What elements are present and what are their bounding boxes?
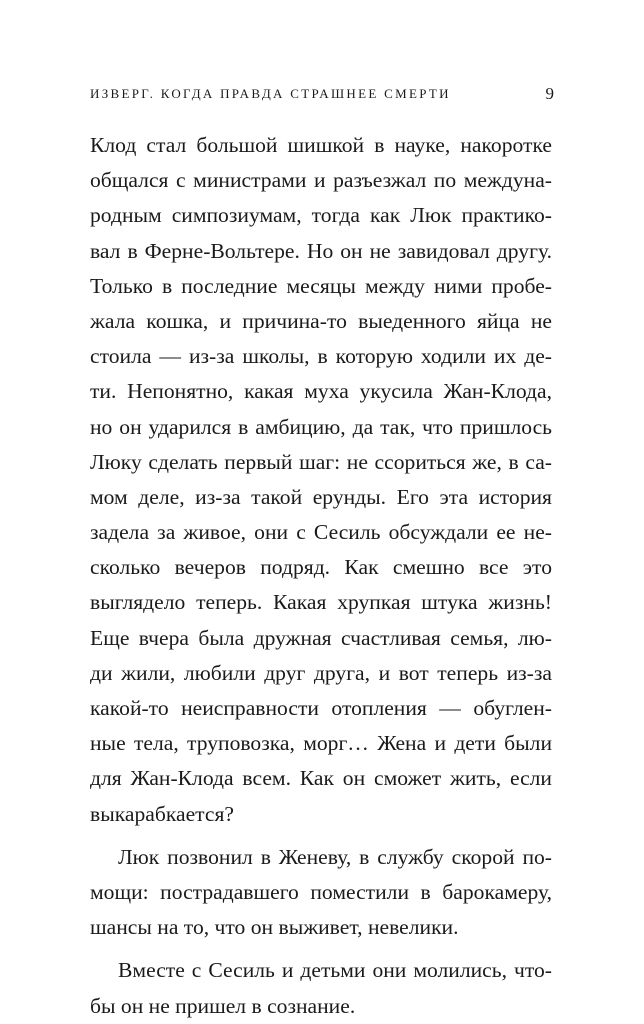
text-line: для Жан-Клода всем. Как он сможет жить, если bbox=[90, 766, 552, 791]
text-line: общался с министрами и разъезжал по междуна- bbox=[90, 168, 552, 193]
paragraph-gap bbox=[90, 945, 552, 953]
text-line: выкарабкается? bbox=[90, 801, 234, 826]
page-number: 9 bbox=[545, 84, 554, 103]
text-line: какой-то неисправности отопления — обуглен- bbox=[90, 696, 552, 720]
running-title: ИЗВЕРГ. КОГДА ПРАВДА СТРАШНЕЕ СМЕРТИ bbox=[90, 86, 451, 101]
running-head bbox=[90, 86, 554, 108]
text-line: бы он не пришел в сознание. bbox=[90, 993, 356, 1018]
text-line: Люку сделать первый шаг: не ссориться же, в са- bbox=[90, 449, 552, 474]
text-line: ти. Непонятно, какая муха укусила Жан-Клода, bbox=[90, 379, 552, 404]
text-line: ные тела, труповозка, морг… Жена и дети были bbox=[90, 731, 552, 756]
text-line: стоила — из-за школы, в которую ходили их де- bbox=[90, 344, 552, 369]
text-line: но он ударился в амбицию, да так, что пришлось bbox=[90, 414, 552, 439]
text-line: Только в последние месяцы между ними пробе- bbox=[90, 273, 552, 298]
text-line: вал в Ферне-Вольтере. Но он не завидовал другу. bbox=[90, 238, 552, 263]
text-line: Люк позвонил в Женеву, в службу скорой по- bbox=[118, 844, 552, 869]
paragraph-gap bbox=[90, 832, 552, 840]
text-line: мом деле, из-за такой ерунды. Его эта история bbox=[90, 484, 552, 509]
text-line: мощи: пострадавшего поместили в барокамеру, bbox=[90, 879, 552, 904]
paragraph bbox=[90, 128, 552, 832]
paragraph bbox=[90, 840, 552, 946]
body-text bbox=[90, 128, 552, 1024]
text-line: Клод стал большой шишкой в науке, накоротке bbox=[90, 133, 552, 157]
paragraph bbox=[90, 953, 552, 1023]
text-line: задела за живое, они с Сесиль обсуждали ее не- bbox=[90, 520, 552, 545]
text-line: жала кошка, и причина-то выеденного яйца не bbox=[90, 308, 552, 333]
text-line: Еще вчера была дружная счастливая семья, лю- bbox=[90, 625, 552, 650]
text-line: Вместе с Сесиль и детьми они молились, что- bbox=[118, 958, 552, 983]
text-line: шансы на то, что он выживет, невелики. bbox=[90, 915, 459, 940]
text-line: сколько вечеров подряд. Как смешно все это bbox=[90, 555, 552, 580]
text-line: ди жили, любили друг друга, и вот теперь из-за bbox=[90, 660, 552, 685]
text-line: родным симпозиумам, тогда как Люк практико- bbox=[90, 203, 552, 228]
text-line: выглядело теперь. Какая хрупкая штука жизнь! bbox=[90, 590, 552, 615]
